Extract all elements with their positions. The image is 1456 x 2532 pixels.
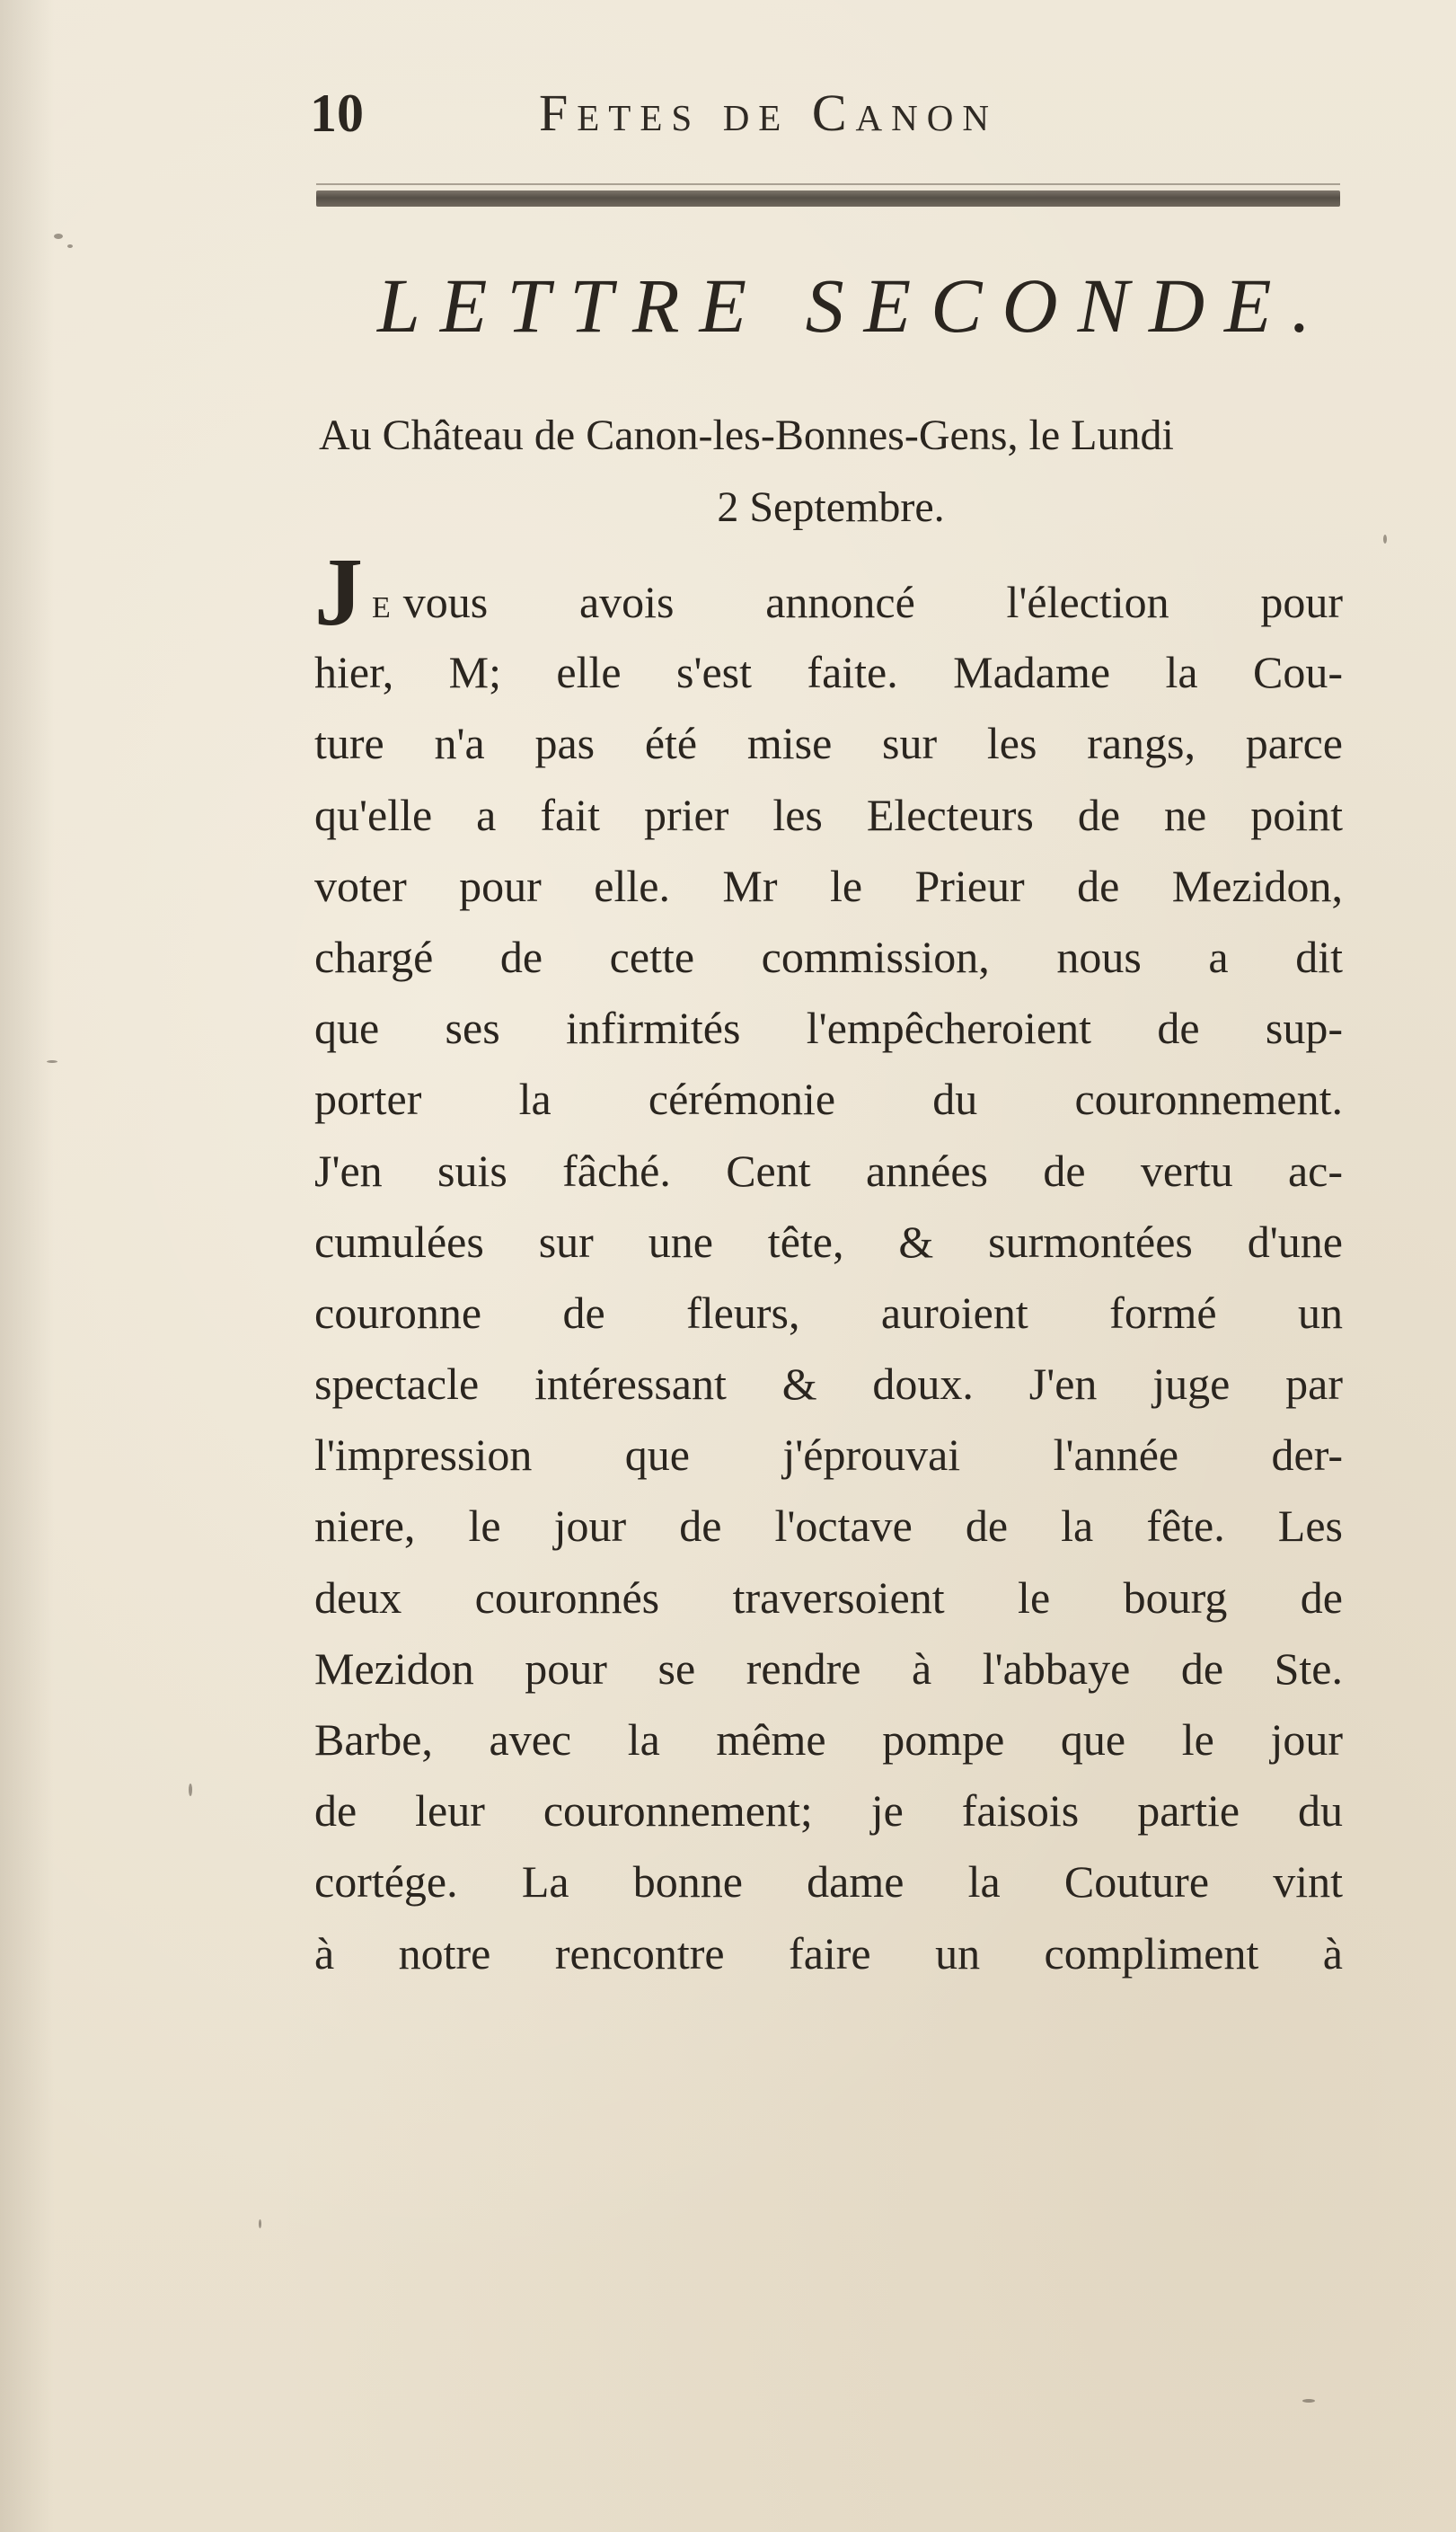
- body-line: qu'elle a fait prier les Electeurs de ne point: [314, 789, 1343, 840]
- paper-speck: [1302, 2399, 1315, 2403]
- dateline-line-2: 2 Septembre.: [717, 483, 945, 531]
- body-line: deux couronnés traversoient le bourg de: [314, 1571, 1343, 1623]
- letter-body: [314, 539, 1343, 1989]
- body-line: de leur couronnement; je faisois partie du: [314, 1785, 1343, 1837]
- body-line: porter la cérémonie du couronnement.: [314, 1074, 1343, 1125]
- running-title: Fetes de Canon: [539, 84, 998, 142]
- body-line: cumulées sur une tête, & surmontées d'une: [314, 1216, 1343, 1267]
- body-line: hier, M; elle s'est faite. Madame la Cou-: [314, 647, 1343, 698]
- dateline: [319, 400, 1343, 544]
- body-line-first: [314, 539, 1343, 646]
- paper-speck: [47, 1060, 57, 1063]
- page-number: 10: [310, 84, 364, 143]
- paper-speck: [1383, 535, 1387, 544]
- body-line: ture n'a pas été mise sur les rangs, parce: [314, 718, 1343, 769]
- body-line: cortége. La bonne dame la Couture vint: [314, 1856, 1343, 1908]
- header-rule: [316, 190, 1340, 207]
- body-line-first-text: vous avois annoncé l'élection pour: [402, 577, 1343, 627]
- body-line: voter pour elle. Mr le Prieur de Mezidon,: [314, 860, 1343, 911]
- body-line: J'en suis fâché. Cent années de vertu ac-: [314, 1145, 1343, 1196]
- body-line: spectacle intéressant & doux. J'en juge par: [314, 1359, 1343, 1410]
- paper-speck: [67, 244, 73, 248]
- body-line: que ses infirmités l'empêcheroient de sup-: [314, 1003, 1343, 1054]
- body-line: chargé de cette commission, nous a dit: [314, 931, 1343, 982]
- paper-speck: [189, 1784, 192, 1796]
- drop-cap: J: [314, 539, 363, 646]
- body-line: niere, le jour de l'octave de la fête. Les: [314, 1501, 1343, 1552]
- body-line: à notre rencontre faire un compliment à: [314, 1927, 1343, 1979]
- page-gutter-shadow: [0, 0, 54, 2532]
- letter-heading: LETTRE SECONDE.: [377, 262, 1331, 349]
- paper-speck: [259, 2219, 261, 2228]
- body-line: Mezidon pour se rendre à l'abbaye de Ste.: [314, 1642, 1343, 1694]
- drop-cap-continuation: E: [372, 591, 394, 624]
- paper-speck: [54, 234, 63, 239]
- body-line: Barbe, avec la même pompe que le jour: [314, 1714, 1343, 1765]
- dateline-line-1: Au Château de Canon-les-Bonnes-Gens, le Lundi: [319, 412, 1174, 459]
- body-line: l'impression que j'éprouvai l'année der-: [314, 1430, 1343, 1481]
- body-line: couronne de fleurs, auroient formé un: [314, 1287, 1343, 1338]
